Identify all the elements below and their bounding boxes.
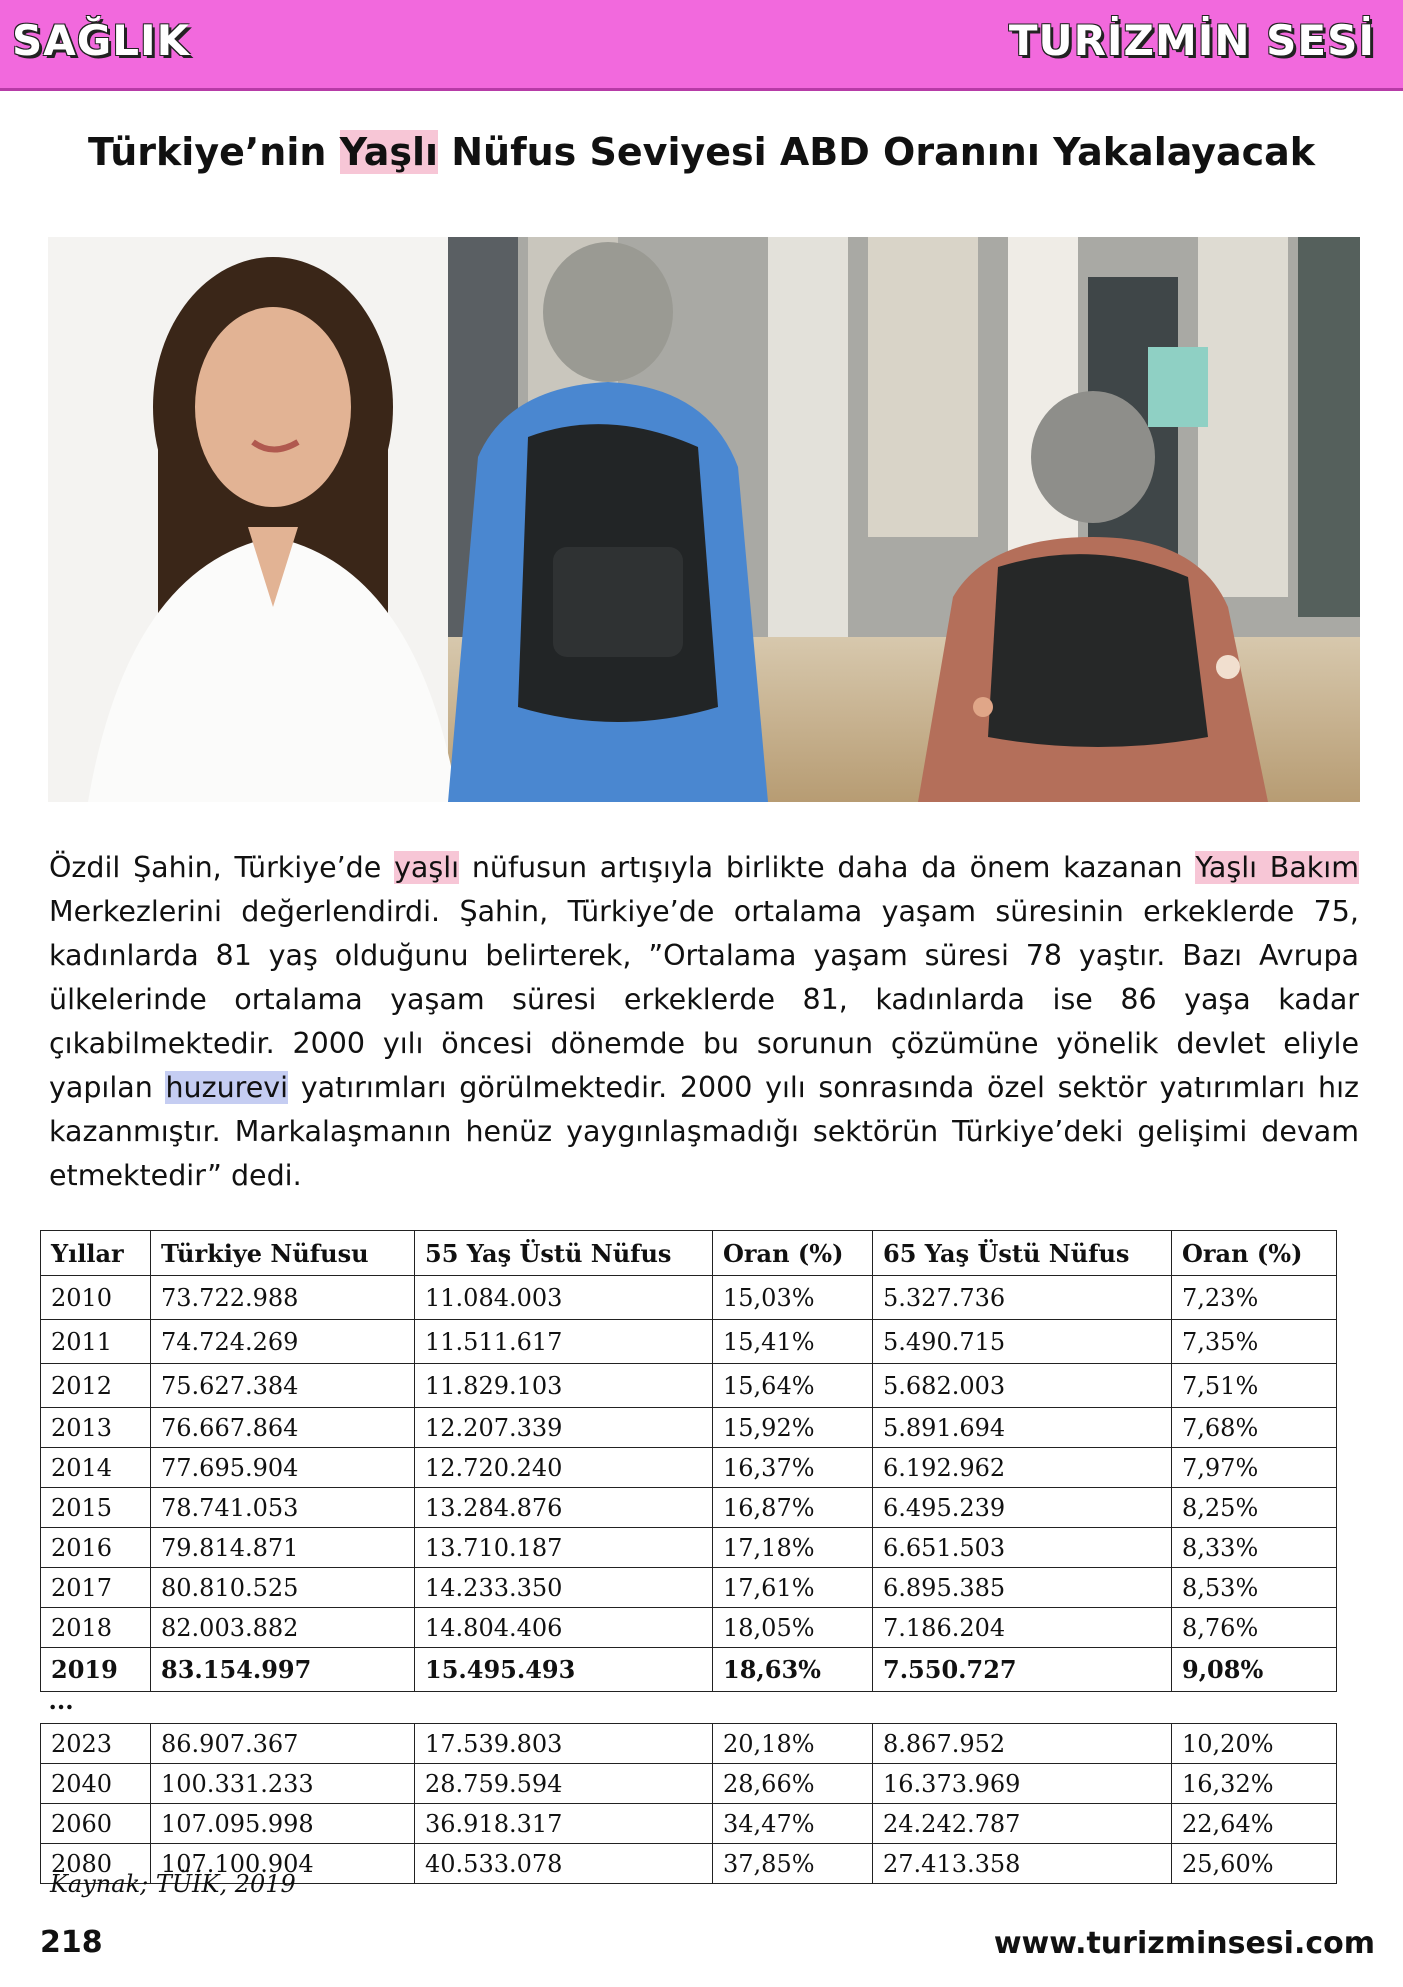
table-cell: 5.490.715 <box>873 1320 1172 1364</box>
table-cell: 2013 <box>41 1408 151 1448</box>
table-row <box>41 1320 1337 1364</box>
table-cell: 36.918.317 <box>415 1804 713 1844</box>
table-row <box>41 1608 1337 1648</box>
table-cell: 6.495.239 <box>873 1488 1172 1528</box>
table-cell: 7.186.204 <box>873 1608 1172 1648</box>
table-cell: 15.495.493 <box>415 1648 713 1692</box>
table-cell: 5.327.736 <box>873 1276 1172 1320</box>
table-cell: 12.207.339 <box>415 1408 713 1448</box>
table-cell: 6.651.503 <box>873 1528 1172 1568</box>
body-highlight: yaşlı <box>394 851 460 884</box>
table-cell: 82.003.882 <box>151 1608 415 1648</box>
body-highlight: Yaşlı Bakım <box>1195 851 1359 884</box>
body-text: Merkezlerini değerlendirdi. Şahin, Türkiye’de ortalama yaşam süresinin erkeklerde 75, kadınlarda 81 yaş olduğunu belirterek, ”Ortalama yaşam süresi 78 yaştır. Bazı Avrupa ülkelerinde ortalama yaşam süresi erkeklerde 81, kadınlarda ise 86 yaşa kadar çıkabilmektedir. 2000 yılı öncesi dönemde bu sorunun çözümüne yönelik devlet eliyle yapılan <box>49 895 1359 1104</box>
table-cell: 13.710.187 <box>415 1528 713 1568</box>
table-cell: 75.627.384 <box>151 1364 415 1408</box>
column-header: 55 Yaş Üstü Nüfus <box>415 1231 713 1276</box>
table-cell: 100.331.233 <box>151 1764 415 1804</box>
table-cell: 10,20% <box>1172 1724 1337 1764</box>
table-cell: 78.741.053 <box>151 1488 415 1528</box>
table-cell: 27.413.358 <box>873 1844 1172 1884</box>
table-cell: 8,25% <box>1172 1488 1337 1528</box>
photo-illustration <box>48 237 1360 802</box>
title-highlight: Yaşlı <box>339 130 439 174</box>
body-text: yatırımları görülmektedir. 2000 yılı sonrasında özel sektör yatırımları hız kazanmıştır. Markalaşmanın henüz yaygınlaşmadığı sektörün Türkiye’deki gelişimi devam etmektedir” dedi. <box>49 1071 1359 1192</box>
table-cell: 18,05% <box>713 1608 873 1648</box>
table-cell: 7,97% <box>1172 1448 1337 1488</box>
table-cell: 8,76% <box>1172 1608 1337 1648</box>
table-cell: 83.154.997 <box>151 1648 415 1692</box>
article-body <box>49 846 1359 1198</box>
table-cell: 2010 <box>41 1276 151 1320</box>
table-cell: 34,47% <box>713 1804 873 1844</box>
table-cell: 2018 <box>41 1608 151 1648</box>
table-cell: 73.722.988 <box>151 1276 415 1320</box>
table-row <box>41 1448 1337 1488</box>
body-text: Özdil Şahin, Türkiye’de <box>49 851 395 884</box>
table-cell: 107.100.904 <box>151 1844 415 1884</box>
table-cell: 15,92% <box>713 1408 873 1448</box>
table-row-highlighted <box>41 1648 1337 1692</box>
title-text-end: Nüfus Seviyesi ABD Oranını Yakalayacak <box>438 130 1316 174</box>
magazine-brand: TURİZMİN SESİ <box>1008 16 1375 65</box>
table-cell: 17,18% <box>713 1528 873 1568</box>
table-cell: 2017 <box>41 1568 151 1608</box>
table-cell: 16,32% <box>1172 1764 1337 1804</box>
table-cell: 14.804.406 <box>415 1608 713 1648</box>
table-cell: 14.233.350 <box>415 1568 713 1608</box>
table-cell: 15,64% <box>713 1364 873 1408</box>
table-cell: 6.895.385 <box>873 1568 1172 1608</box>
table-cell: 79.814.871 <box>151 1528 415 1568</box>
table-cell: 2060 <box>41 1804 151 1844</box>
table-cell: 2040 <box>41 1764 151 1804</box>
table-cell: 28,66% <box>713 1764 873 1804</box>
table-cell: 2015 <box>41 1488 151 1528</box>
table-cell: 24.242.787 <box>873 1804 1172 1844</box>
table-cell: 7,68% <box>1172 1408 1337 1448</box>
table-row <box>41 1276 1337 1320</box>
table-header-row <box>41 1231 1337 1276</box>
table-separator: ... <box>41 1692 1337 1724</box>
table-cell: 2023 <box>41 1724 151 1764</box>
table-cell: 7,35% <box>1172 1320 1337 1364</box>
table-cell: 25,60% <box>1172 1844 1337 1884</box>
table-row <box>41 1804 1337 1844</box>
table-row <box>41 1364 1337 1408</box>
table-cell: 7,23% <box>1172 1276 1337 1320</box>
body-highlight: huzurevi <box>165 1071 289 1104</box>
table-row <box>41 1724 1337 1764</box>
column-header: 65 Yaş Üstü Nüfus <box>873 1231 1172 1276</box>
column-header: Oran (%) <box>1172 1231 1337 1276</box>
table-row <box>41 1528 1337 1568</box>
table-cell: 11.829.103 <box>415 1364 713 1408</box>
table-cell: 7,51% <box>1172 1364 1337 1408</box>
table-cell: 17.539.803 <box>415 1724 713 1764</box>
table-cell: 2011 <box>41 1320 151 1364</box>
column-header: Oran (%) <box>713 1231 873 1276</box>
table-cell: 2012 <box>41 1364 151 1408</box>
article-photo <box>48 237 1360 802</box>
table-cell: 18,63% <box>713 1648 873 1692</box>
table-cell: 22,64% <box>1172 1804 1337 1844</box>
table-cell: 6.192.962 <box>873 1448 1172 1488</box>
table-cell: 16,37% <box>713 1448 873 1488</box>
table-row <box>41 1488 1337 1528</box>
table-cell: 107.095.998 <box>151 1804 415 1844</box>
table-cell: 77.695.904 <box>151 1448 415 1488</box>
table-cell: 8,33% <box>1172 1528 1337 1568</box>
table-source-note: Kaynak; TÜİK, 2019 <box>50 1870 296 1898</box>
column-header: Türkiye Nüfusu <box>151 1231 415 1276</box>
table-cell: 5.682.003 <box>873 1364 1172 1408</box>
table-cell: 16,87% <box>713 1488 873 1528</box>
table-row <box>41 1568 1337 1608</box>
table-row <box>41 1408 1337 1448</box>
title-text-start: Türkiye’nin <box>87 130 340 174</box>
table-cell: 15,41% <box>713 1320 873 1364</box>
table-cell: 80.810.525 <box>151 1568 415 1608</box>
header-band <box>0 0 1403 91</box>
table-cell: 28.759.594 <box>415 1764 713 1804</box>
table-cell: 37,85% <box>713 1844 873 1884</box>
table-cell: 8.867.952 <box>873 1724 1172 1764</box>
table-cell: 17,61% <box>713 1568 873 1608</box>
table-row <box>41 1764 1337 1804</box>
table-cell: 9,08% <box>1172 1648 1337 1692</box>
table-cell: 86.907.367 <box>151 1724 415 1764</box>
table-cell: 11.084.003 <box>415 1276 713 1320</box>
table-cell: 7.550.727 <box>873 1648 1172 1692</box>
table-cell: 2014 <box>41 1448 151 1488</box>
population-table <box>40 1230 1337 1884</box>
section-label: SAĞLIK <box>12 16 191 65</box>
table-cell: 13.284.876 <box>415 1488 713 1528</box>
table-cell: 76.667.864 <box>151 1408 415 1448</box>
table-cell: 2019 <box>41 1648 151 1692</box>
table-cell: 15,03% <box>713 1276 873 1320</box>
table-separator-row <box>41 1692 1337 1724</box>
table-cell: 20,18% <box>713 1724 873 1764</box>
page-number: 218 <box>40 1925 103 1960</box>
table-cell: 74.724.269 <box>151 1320 415 1364</box>
table-cell: 2016 <box>41 1528 151 1568</box>
table-cell: 12.720.240 <box>415 1448 713 1488</box>
table-cell: 2080 <box>41 1844 151 1884</box>
table-cell: 40.533.078 <box>415 1844 713 1884</box>
table-cell: 8,53% <box>1172 1568 1337 1608</box>
table-cell: 16.373.969 <box>873 1764 1172 1804</box>
table-cell: 5.891.694 <box>873 1408 1172 1448</box>
article-title <box>0 130 1403 174</box>
table-cell: 11.511.617 <box>415 1320 713 1364</box>
website-link[interactable]: www.turizminsesi.com <box>993 1926 1375 1961</box>
column-header: Yıllar <box>41 1231 151 1276</box>
body-text: nüfusun artışıyla birlikte daha da önem kazanan <box>459 851 1196 884</box>
